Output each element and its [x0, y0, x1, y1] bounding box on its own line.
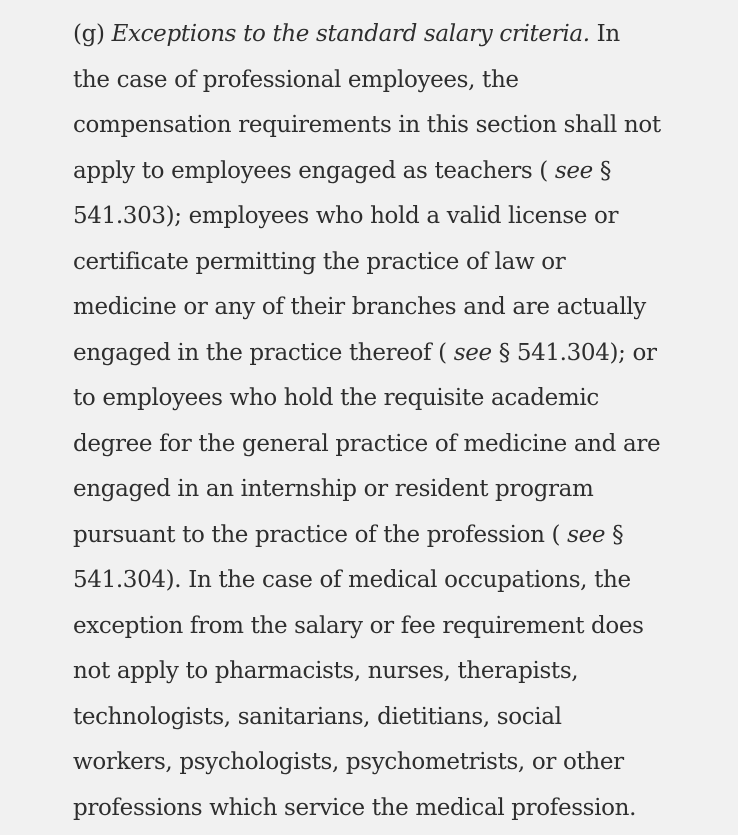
text-line	[73, 331, 713, 377]
text-line: exception from the salary or fee requirement does	[73, 612, 644, 639]
text-line: engaged in an internship or resident program	[73, 476, 594, 502]
text-line: professions which service the medical profession.	[73, 794, 637, 821]
text-fragment: §	[612, 521, 624, 548]
text-fragment: engaged in the practice thereof (	[73, 339, 447, 366]
text-line: certificate permitting the practice of law or	[73, 248, 566, 275]
see-reference: see	[453, 339, 492, 366]
see-reference: see	[567, 521, 606, 548]
text-line: not apply to pharmacists, nurses, therapists,	[73, 658, 579, 684]
text-line: 541.303); employees who hold a valid license or	[73, 203, 619, 229]
text-fragment: apply to employees engaged as teachers (	[73, 157, 548, 184]
text-line: workers, psychologists, psychometrists, or other	[73, 749, 624, 775]
text-fragment: In	[596, 21, 620, 47]
text-line: to employees who hold the requisite academic	[73, 385, 599, 411]
text-line: 541.304). In the case of medical occupations, the	[73, 567, 631, 593]
text-line: technologists, sanitarians, dietitians, social	[73, 703, 562, 730]
text-line: degree for the general practice of medicine and are	[73, 430, 661, 457]
text-line: the case of professional employees, the	[73, 66, 519, 93]
text-line	[73, 12, 713, 58]
paragraph-label: (g)	[73, 21, 105, 47]
see-reference: see	[554, 157, 593, 184]
text-fragment: §	[599, 157, 611, 184]
text-line: compensation requirements in this section shall not	[73, 112, 661, 138]
text-fragment: § 541.304); or	[498, 339, 657, 366]
text-line	[73, 513, 713, 559]
text-line	[73, 149, 713, 195]
section-heading: Exceptions to the standard salary criteria.	[111, 21, 590, 47]
text-line: medicine or any of their branches and are actually	[73, 294, 646, 320]
text-fragment: pursuant to the practice of the profession (	[73, 521, 561, 548]
regulation-paragraph	[73, 12, 713, 831]
